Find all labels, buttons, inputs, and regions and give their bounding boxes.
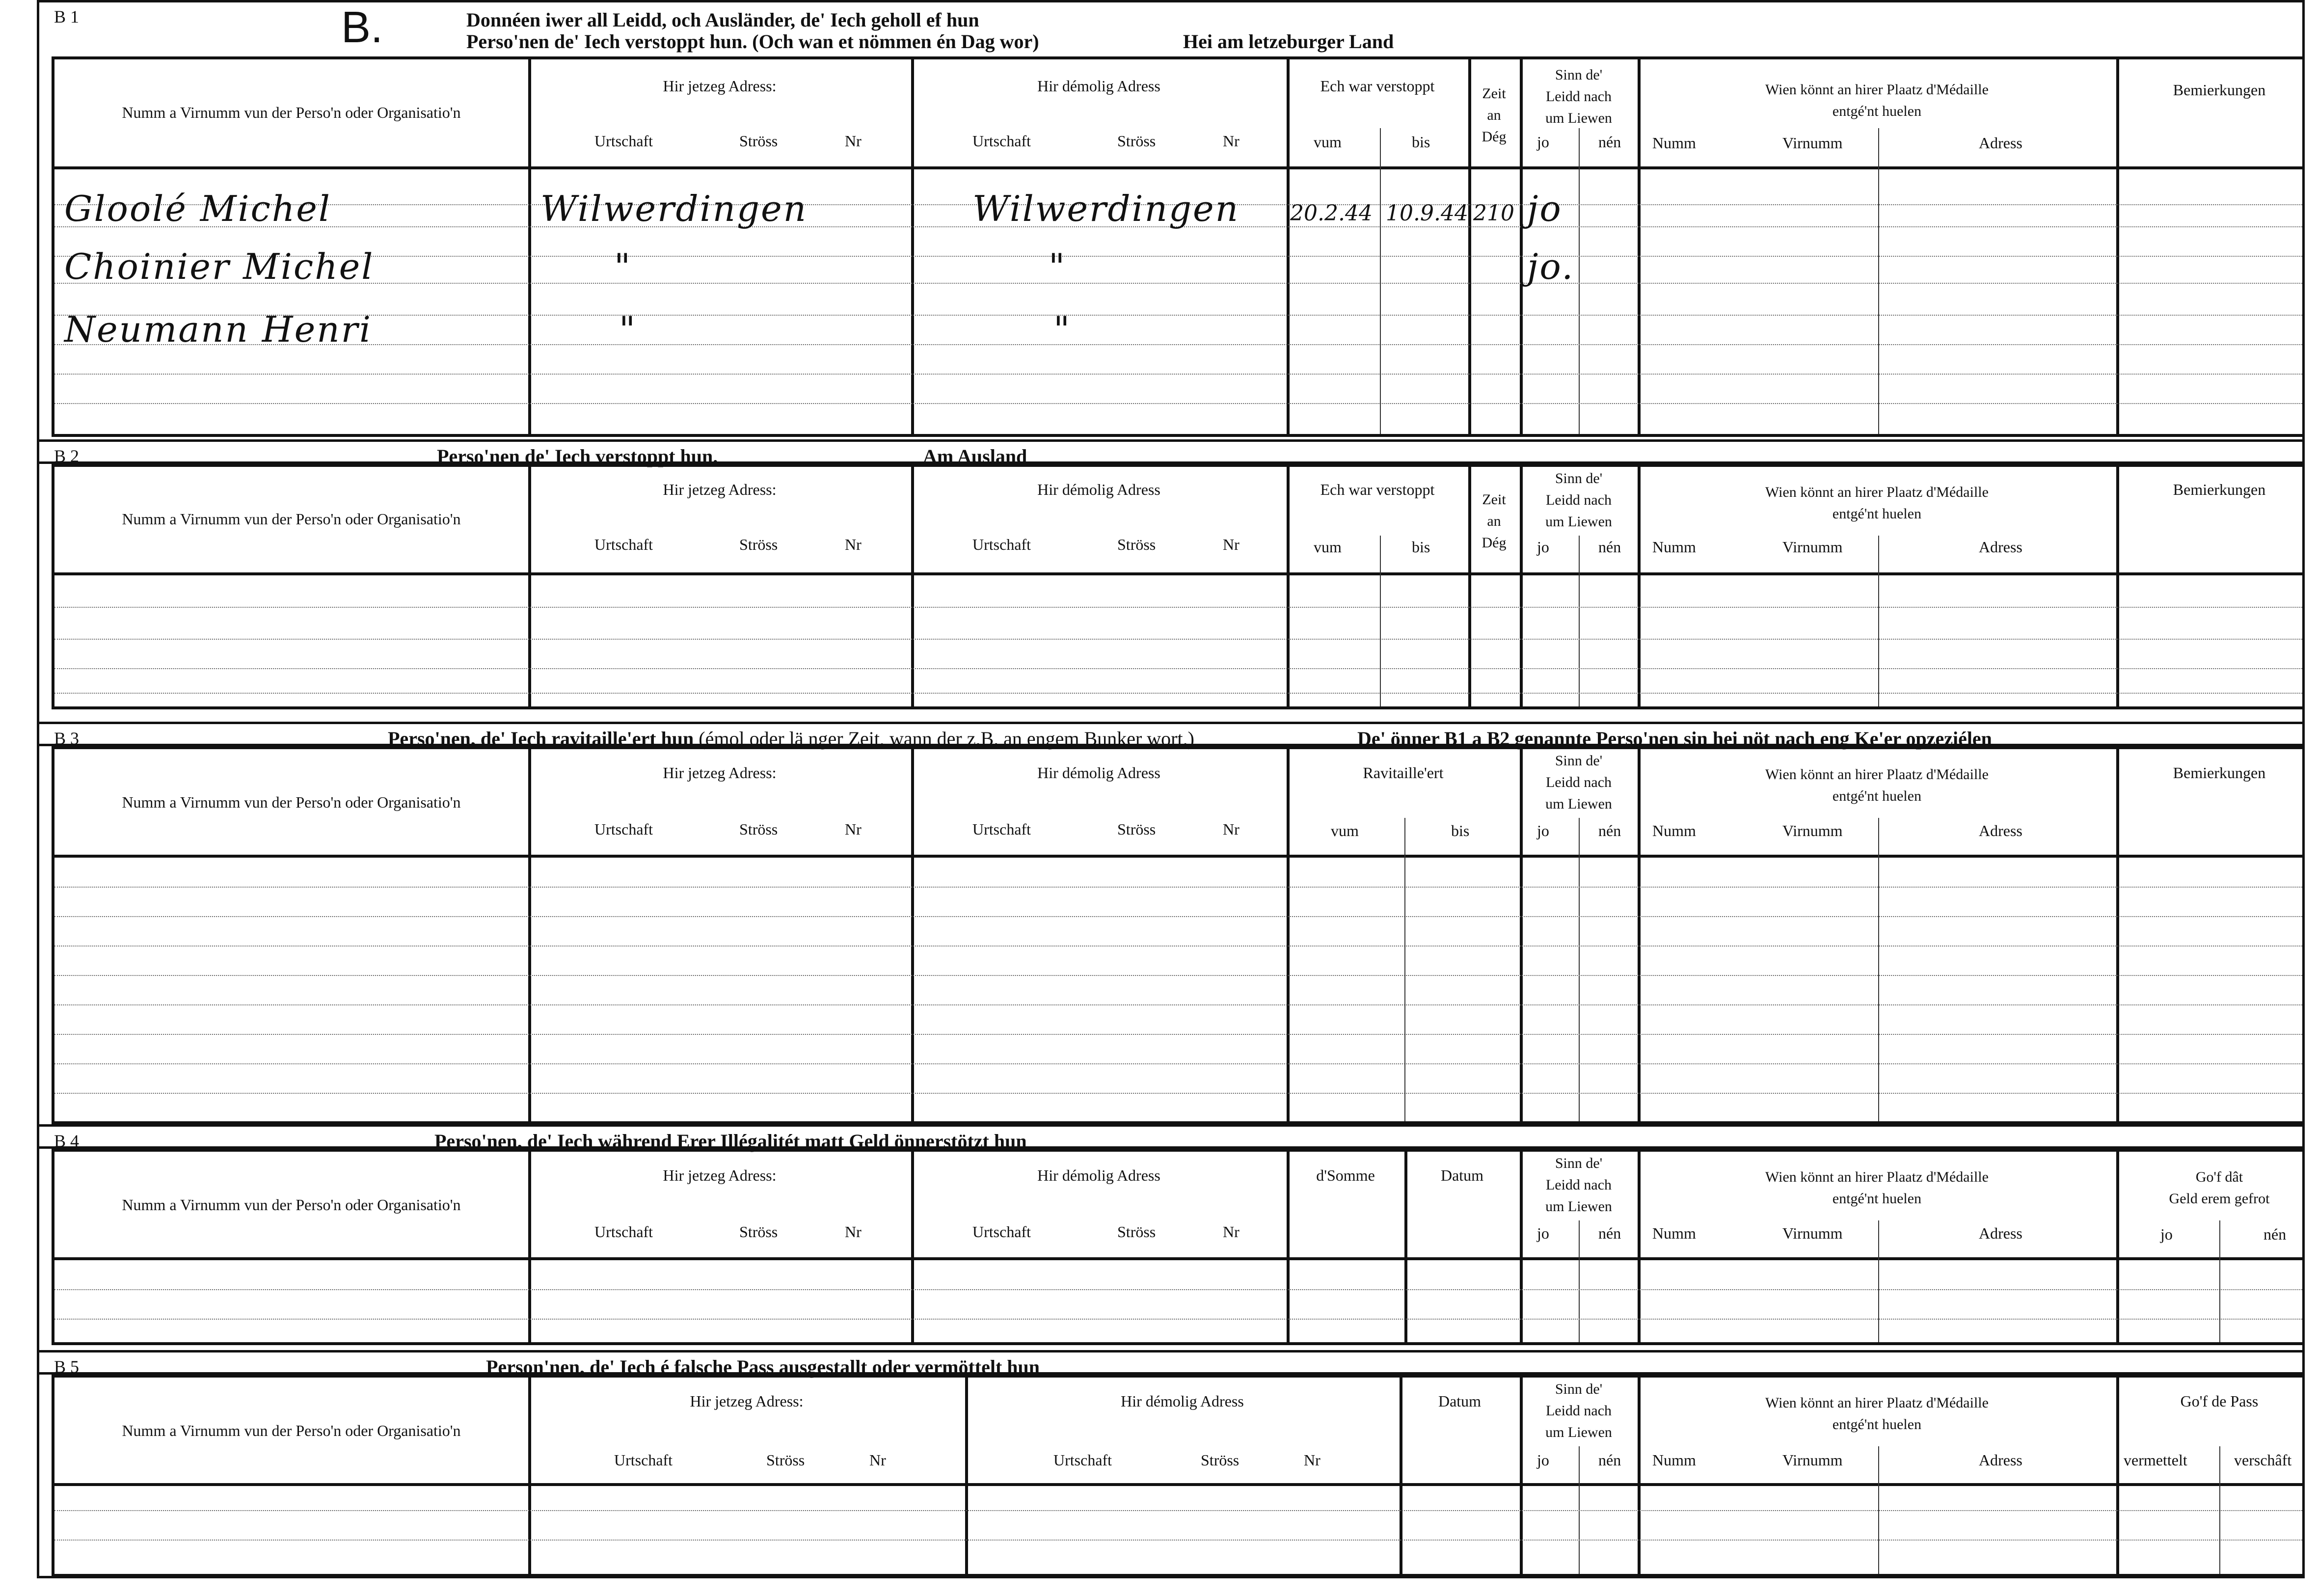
entry-former-town: "	[1053, 309, 1072, 350]
section-code: B 5	[54, 1357, 80, 1377]
header-former-address: Hir démolig Adress	[1037, 1166, 1160, 1184]
header-surname: Numm	[1652, 1451, 1696, 1469]
header-town: Urtschaft	[594, 1223, 653, 1241]
header-sum: d'Somme	[1316, 1166, 1375, 1184]
entry-current-town: "	[619, 309, 637, 350]
section-title-right: Am Ausland	[923, 445, 1027, 467]
header-money-asked-back: Go'f dât Geld erem gefrot	[2169, 1169, 2270, 1207]
header-yes: jo	[1537, 1451, 1549, 1469]
header-no: nén	[1598, 133, 1621, 151]
section-b3	[39, 722, 2302, 1124]
header-yes: jo	[1537, 538, 1549, 556]
header-alive: Sinn de' Leidd nach um Liewen	[1545, 470, 1612, 530]
entry-from: 20.2.44	[1290, 201, 1373, 226]
header-town: Urtschaft	[594, 820, 653, 838]
header-firstname: Virnumm	[1782, 1451, 1843, 1469]
entry-days: 210	[1473, 201, 1514, 226]
entry-name: Neumann Henri	[64, 309, 373, 350]
header-from: vum	[1314, 538, 1342, 556]
header-days: Zeit an Dég	[1482, 85, 1507, 145]
header-procured: verschâft	[2234, 1451, 2292, 1469]
header-name: Numm a Virnumm vun der Perso'n oder Organisatio'n	[122, 1196, 461, 1214]
header-current-address: Hir jetzeg Adress:	[663, 481, 777, 498]
table-b1	[52, 56, 2302, 437]
header-date: Datum	[1438, 1392, 1482, 1410]
header-town: Urtschaft	[972, 132, 1031, 150]
section-letter: B.	[341, 3, 383, 52]
section-code: B 2	[54, 446, 80, 466]
header-former-address: Hir démolig Adress	[1037, 764, 1160, 782]
header-alive: Sinn de' Leidd nach um Liewen	[1545, 1381, 1612, 1440]
header-nr: Nr	[1223, 1223, 1239, 1241]
section-title: Perso'nen, de' Iech während Erer Illégalitét matt Geld önnerstötzt hun	[434, 1130, 1027, 1152]
entry-alive: jo.	[1527, 246, 1575, 287]
header-remarks: Bemierkungen	[2173, 481, 2266, 498]
header-nr: Nr	[845, 1223, 862, 1241]
header-name: Numm a Virnumm vun der Perso'n oder Organisatio'n	[122, 104, 461, 121]
header-former-address: Hir démolig Adress	[1037, 77, 1160, 95]
section-code: B 3	[54, 729, 80, 748]
header-town: Urtschaft	[972, 1223, 1031, 1241]
header-to: bis	[1451, 822, 1470, 839]
header-town: Urtschaft	[972, 820, 1031, 838]
header-street: Ströss	[1117, 132, 1156, 150]
header-firstname: Virnumm	[1782, 1224, 1843, 1242]
header-no: nén	[1598, 1451, 1621, 1469]
section-title: Perso'nen de' Iech verstoppt hun.	[437, 445, 718, 467]
header-town: Urtschaft	[594, 536, 653, 553]
header-street: Ströss	[1117, 820, 1156, 838]
header-address: Adress	[1979, 822, 2022, 839]
entry-name: Choinier Michel	[64, 246, 375, 287]
entry-former-town: "	[1049, 246, 1067, 287]
header-yes: jo	[1537, 822, 1549, 839]
header-nr: Nr	[1223, 820, 1239, 838]
header-street: Ströss	[1117, 1223, 1156, 1241]
header-yes: jo	[2160, 1225, 2173, 1243]
header-address: Adress	[1979, 1224, 2022, 1242]
header-no: nén	[2263, 1225, 2287, 1243]
header-town: Urtschaft	[972, 536, 1031, 553]
entry-name: Gloolé Michel	[64, 188, 331, 229]
entry-to: 10.9.44	[1386, 201, 1468, 226]
header-hidden: Ech war verstoppt	[1320, 77, 1435, 95]
entry-former-town: Wilwerdingen	[972, 188, 1240, 229]
header-street: Ströss	[766, 1451, 805, 1469]
header-street: Ströss	[739, 820, 778, 838]
header-nr: Nr	[869, 1451, 886, 1469]
section-b5	[39, 1350, 2302, 1576]
header-street: Ströss	[739, 1223, 778, 1241]
table-b3	[52, 746, 2302, 1124]
entry-alive: jo	[1527, 188, 1563, 229]
header-medal: Wien könnt an hirer Plaatz d'Médaille entgé'nt huelen	[1765, 81, 1989, 119]
header-street: Ströss	[739, 132, 778, 150]
header-remarks: Bemierkungen	[2173, 764, 2266, 782]
header-no: nén	[1598, 538, 1621, 556]
section-title-right: Hei am letzeburger Land	[1183, 30, 1394, 53]
section-title-right: De' önner B1 a B2 genannte Perso'nen sin hei nöt nach eng Ke'er opzeziélen	[1357, 728, 1992, 750]
section-b1	[39, 2, 2302, 447]
entry-current-town: "	[614, 246, 632, 287]
section-code: B 4	[54, 1131, 80, 1151]
header-nr: Nr	[845, 820, 862, 838]
header-alive: Sinn de' Leidd nach um Liewen	[1545, 67, 1612, 126]
header-days: Zeit an Dég	[1482, 491, 1507, 551]
header-nr: Nr	[1223, 132, 1239, 150]
table-b4	[52, 1149, 2302, 1345]
header-yes: jo	[1537, 133, 1549, 151]
header-current-address: Hir jetzeg Adress:	[663, 1166, 777, 1184]
header-hidden: Ech war verstoppt	[1320, 481, 1435, 498]
header-surname: Numm	[1652, 538, 1696, 556]
header-mediated: vermettelt	[2124, 1451, 2187, 1469]
header-street: Ströss	[1201, 1451, 1239, 1469]
header-medal: Wien könnt an hirer Plaatz d'Médaille entgé'nt huelen	[1765, 1395, 1989, 1433]
header-nr: Nr	[845, 536, 862, 553]
header-remarks: Bemierkungen	[2173, 81, 2266, 99]
header-street: Ströss	[739, 536, 778, 553]
header-firstname: Virnumm	[1782, 134, 1843, 152]
header-no: nén	[1598, 1224, 1621, 1242]
header-from: vum	[1314, 133, 1342, 151]
form-page	[37, 0, 2305, 1578]
header-medal: Wien könnt an hirer Plaatz d'Médaille entgé'nt huelen	[1765, 1169, 1989, 1207]
header-no: nén	[1598, 822, 1621, 839]
header-alive: Sinn de' Leidd nach um Liewen	[1545, 753, 1612, 812]
section-code: B 1	[54, 7, 80, 27]
header-firstname: Virnumm	[1782, 822, 1843, 839]
table-b5	[52, 1375, 2302, 1577]
header-to: bis	[1412, 133, 1430, 151]
header-current-address: Hir jetzeg Adress:	[663, 764, 777, 782]
header-alive: Sinn de' Leidd nach um Liewen	[1545, 1155, 1612, 1215]
entry-current-town: Wilwerdingen	[540, 188, 808, 229]
header-former-address: Hir démolig Adress	[1121, 1392, 1244, 1410]
header-firstname: Virnumm	[1782, 538, 1843, 556]
header-address: Adress	[1979, 1451, 2022, 1469]
header-pass: Go'f de Pass	[2180, 1392, 2259, 1410]
header-medal: Wien könnt an hirer Plaatz d'Médaille entgé'nt huelen	[1765, 484, 1989, 522]
header-yes: jo	[1537, 1224, 1549, 1242]
header-name: Numm a Virnumm vun der Perso'n oder Organisatio'n	[122, 793, 461, 811]
section-title-line2: Perso'nen de' Iech verstoppt hun. (Och wan et nömmen én Dag wor)	[466, 30, 1039, 53]
header-town: Urtschaft	[614, 1451, 673, 1469]
header-from: vum	[1331, 822, 1359, 839]
header-to: bis	[1412, 538, 1430, 556]
header-town: Urtschaft	[1053, 1451, 1112, 1469]
header-supplied: Ravitaille'ert	[1363, 764, 1444, 782]
header-nr: Nr	[1223, 536, 1239, 553]
header-town: Urtschaft	[594, 132, 653, 150]
header-nr: Nr	[1304, 1451, 1320, 1469]
section-b4	[39, 1124, 2302, 1350]
header-current-address: Hir jetzeg Adress:	[690, 1392, 804, 1410]
header-nr: Nr	[845, 132, 862, 150]
section-title: Person'nen, de' Iech é falsche Pass ausgestallt oder vermöttelt hun	[486, 1356, 1040, 1378]
section-b2	[39, 439, 2302, 722]
header-surname: Numm	[1652, 1224, 1696, 1242]
header-name: Numm a Virnumm vun der Perso'n oder Organisatio'n	[122, 510, 461, 528]
section-title: Perso'nen, de' Iech ravitaille'ert hun (émol oder lä nger Zeit, wann der z.B. an engem Bunker wort.)	[388, 728, 1194, 750]
header-address: Adress	[1979, 538, 2022, 556]
header-date: Datum	[1440, 1166, 1484, 1184]
header-surname: Numm	[1652, 134, 1696, 152]
header-medal: Wien könnt an hirer Plaatz d'Médaille entgé'nt huelen	[1765, 766, 1989, 804]
header-current-address: Hir jetzeg Adress:	[663, 77, 777, 95]
header-street: Ströss	[1117, 536, 1156, 553]
table-b2	[52, 464, 2302, 709]
header-name: Numm a Virnumm vun der Perso'n oder Organisatio'n	[122, 1422, 461, 1439]
header-former-address: Hir démolig Adress	[1037, 481, 1160, 498]
section-title-line1: Donnéen iwer all Leidd, och Ausländer, de' Iech geholl ef hun	[466, 9, 979, 31]
header-address: Adress	[1979, 134, 2022, 152]
header-surname: Numm	[1652, 822, 1696, 839]
